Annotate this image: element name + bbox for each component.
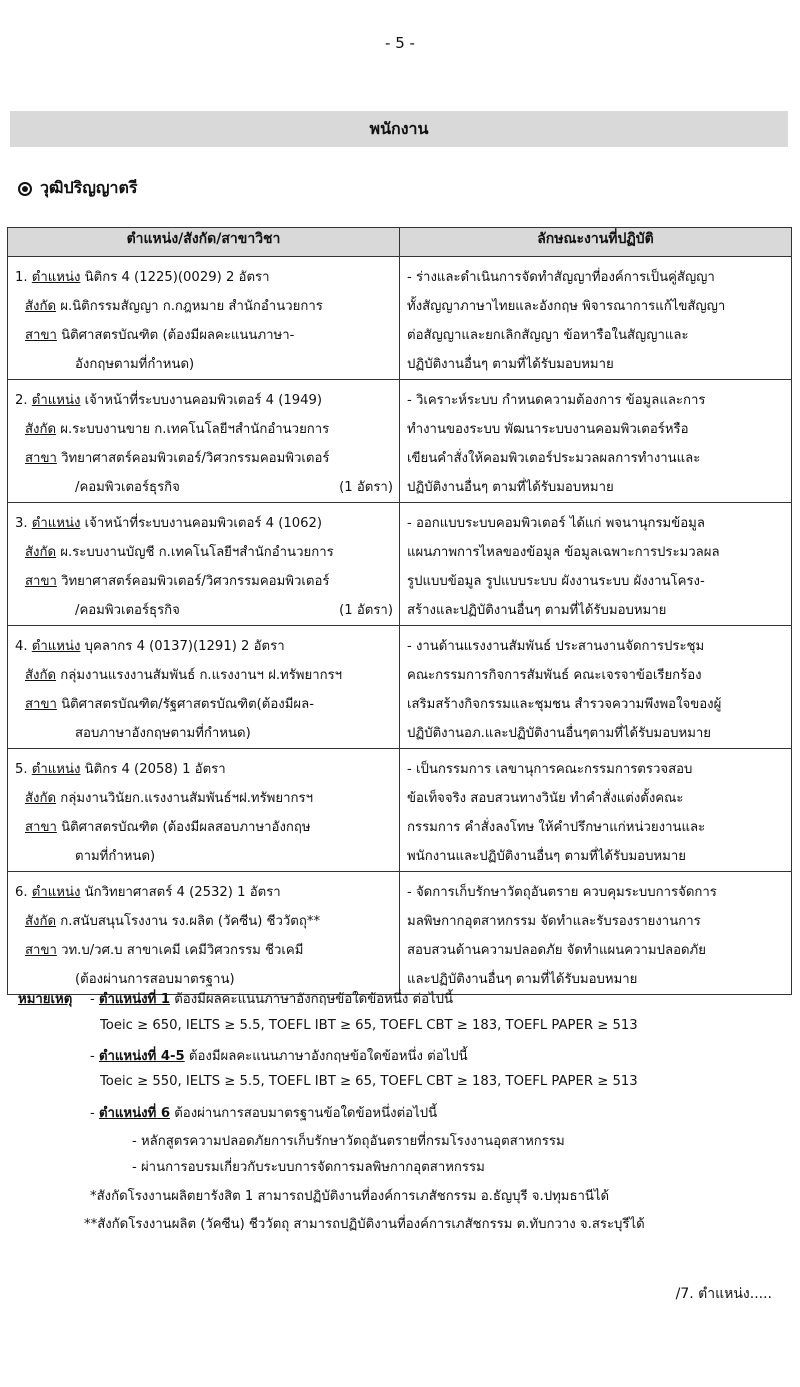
- position-title: เจ้าหน้าที่ระบบงานคอมพิวเตอร์ 4 (1062): [84, 516, 323, 531]
- section-banner: พนักงาน: [10, 111, 788, 147]
- affiliation-line: [15, 415, 393, 444]
- field-label: สาขา: [25, 328, 57, 343]
- affiliation-label: สังกัด: [25, 914, 57, 929]
- field: นิติศาสตรบัณฑิต/รัฐศาสตรบัณฑิต(ต้องมีผล-: [61, 697, 314, 712]
- duties-cell: [400, 626, 792, 749]
- table-row: [8, 872, 792, 995]
- header-position: ตำแหน่ง/สังกัด/สาขาวิชา: [8, 228, 400, 257]
- duty-line: ทั้งสัญญาภาษาไทยและอังกฤษ พิจารณาการแก้ไขสัญญา: [407, 299, 726, 314]
- row-number: 2.: [15, 393, 28, 408]
- affiliation-label: สังกัด: [25, 299, 57, 314]
- note-3-item-1: - หลักสูตรความปลอดภัยการเก็บรักษาวัตถุอันตรายที่กรมโรงงานอุตสาหกรรม: [132, 1134, 565, 1149]
- note-2-scores: Toeic ≥ 550, IELTS ≥ 5.5, TOEFL IBT ≥ 65, TOEFL CBT ≥ 183, TOEFL PAPER ≥ 513: [100, 1074, 638, 1089]
- position-cell: [8, 257, 400, 380]
- position-label: ตำแหน่ง: [31, 639, 81, 654]
- position-label: ตำแหน่ง: [31, 393, 81, 408]
- duty-line: และปฏิบัติงานอื่นๆ ตามที่ได้รับมอบหมาย: [407, 972, 638, 987]
- row-number: 4.: [15, 639, 28, 654]
- field: นิติศาสตรบัณฑิต (ต้องมีผลสอบภาษาอังกฤษ: [61, 820, 311, 835]
- position-cell: [8, 872, 400, 995]
- row-number: 5.: [15, 762, 28, 777]
- field-extra: (ต้องผ่านการสอบมาตรฐาน): [75, 972, 235, 987]
- note-2-head: ตำแหน่งที่ 4-5: [98, 1049, 185, 1064]
- duty-line: ทำงานของระบบ พัฒนาระบบงานคอมพิวเตอร์หรือ: [407, 422, 689, 437]
- extra-line: [15, 473, 393, 502]
- table-row: [8, 257, 792, 380]
- note-1-text: ต้องมีผลคะแนนภาษาอังกฤษข้อใดข้อหนึ่ง ต่อไปนี้: [174, 992, 454, 1007]
- note-1: - ตำแหน่งที่ 1 ต้องมีผลคะแนนภาษาอังกฤษข้อใดข้อหนึ่ง ต่อไปนี้: [90, 992, 454, 1007]
- affiliation: ผ.นิติกรรมสัญญา ก.กฎหมาย สำนักอำนวยการ: [60, 299, 323, 314]
- duty-line: ข้อเท็จจริง สอบสวนทางวินัย ทำคำสั่งแต่งตั้งคณะ: [407, 791, 684, 806]
- note-star-1: *สังกัดโรงงานผลิตยารังสิต 1 สามารถปฏิบัติงานที่องค์การเภสัชกรรม อ.ธัญบุรี จ.ปทุมธานีได้: [90, 1189, 610, 1204]
- table-row: [8, 380, 792, 503]
- affiliation-label: สังกัด: [25, 545, 57, 560]
- duty-line: ปฏิบัติงานอื่นๆ ตามที่ได้รับมอบหมาย: [407, 357, 614, 372]
- position-cell: [8, 503, 400, 626]
- field-label: สาขา: [25, 820, 57, 835]
- field-label: สาขา: [25, 451, 57, 466]
- duty-line: สร้างและปฏิบัติงานอื่นๆ ตามที่ได้รับมอบหมาย: [407, 603, 667, 618]
- duty-line: ต่อสัญญาและยกเลิกสัญญา ข้อหารือในสัญญาและ: [407, 328, 689, 343]
- table-row: [8, 503, 792, 626]
- field: วท.บ/วศ.บ สาขาเคมี เคมีวิศวกรรม ชีวเคมี: [61, 943, 304, 958]
- row-number: 6.: [15, 885, 28, 900]
- degree-label: วุฒิปริญญาตรี: [40, 178, 138, 197]
- affiliation-label: สังกัด: [25, 422, 57, 437]
- duty-line: - ออกแบบระบบคอมพิวเตอร์ ได้แก่ พจนานุกรมข้อมูล: [407, 516, 705, 531]
- field-line: [15, 813, 393, 842]
- field-line: [15, 567, 393, 596]
- note-2: - ตำแหน่งที่ 4-5 ต้องมีผลคะแนนภาษาอังกฤษข้อใดข้อหนึ่ง ต่อไปนี้: [90, 1049, 468, 1064]
- position-line: [15, 632, 393, 661]
- notes-label: หมายเหตุ: [18, 992, 73, 1007]
- affiliation-line: [15, 907, 393, 936]
- position-title: นิติกร 4 (1225)(0029) 2 อัตรา: [84, 270, 270, 285]
- field-extra: /คอมพิวเตอร์ธุรกิจ: [75, 603, 180, 618]
- header-duties: ลักษณะงานที่ปฏิบัติ: [400, 228, 792, 257]
- duty-line: - จัดการเก็บรักษาวัตถุอันตราย ควบคุมระบบการจัดการ: [407, 885, 717, 900]
- quota: (1 อัตรา): [339, 480, 393, 495]
- affiliation-line: [15, 661, 393, 690]
- duty-line: ปฏิบัติงานอภ.และปฏิบัติงานอื่นๆตามที่ได้รับมอบหมาย: [407, 726, 712, 741]
- position-title: บุคลากร 4 (0137)(1291) 2 อัตรา: [84, 639, 285, 654]
- affiliation: ก.สนับสนุนโรงงาน รง.ผลิต (วัคซีน) ชีววัตถุ**: [60, 914, 321, 929]
- field-line: [15, 321, 393, 350]
- duties-cell: [400, 749, 792, 872]
- duty-line: - ร่างและดำเนินการจัดทำสัญญาที่องค์การเป็นคู่สัญญา: [407, 270, 715, 285]
- field-line: [15, 444, 393, 473]
- duties-cell: [400, 257, 792, 380]
- duty-line: เขียนคำสั่งให้คอมพิวเตอร์ประมวลผลการทำงานและ: [407, 451, 701, 466]
- affiliation-label: สังกัด: [25, 668, 57, 683]
- duties-cell: [400, 503, 792, 626]
- note-star-2: **สังกัดโรงงานผลิต (วัคซีน) ชีววัตถุ สามารถปฏิบัติงานที่องค์การเภสัชกรรม ต.ทับกวาง จ.สระบุรีได้: [84, 1217, 645, 1232]
- position-line: [15, 878, 393, 907]
- quota: (1 อัตรา): [339, 603, 393, 618]
- position-label: ตำแหน่ง: [31, 516, 81, 531]
- table-row: [8, 626, 792, 749]
- position-line: [15, 386, 393, 415]
- affiliation-label: สังกัด: [25, 791, 57, 806]
- duty-line: - งานด้านแรงงานสัมพันธ์ ประสานงานจัดการประชุม: [407, 639, 705, 654]
- table-header-row: [8, 228, 792, 257]
- row-number: 3.: [15, 516, 28, 531]
- duty-line: แผนภาพการไหลของข้อมูล ข้อมูลเฉพาะการประมวลผล: [407, 545, 720, 560]
- duty-line: - เป็นกรรมการ เลขานุการคณะกรรมการตรวจสอบ: [407, 762, 693, 777]
- duties-cell: [400, 872, 792, 995]
- duty-line: มลพิษกากอุตสาหกรรม จัดทำและรับรองรายงานการ: [407, 914, 701, 929]
- position-label: ตำแหน่ง: [31, 762, 81, 777]
- field: วิทยาศาสตร์คอมพิวเตอร์/วิศวกรรมคอมพิวเตอร์: [61, 574, 330, 589]
- duties-cell: [400, 380, 792, 503]
- field-label: สาขา: [25, 943, 57, 958]
- note-1-head: ตำแหน่งที่ 1: [98, 992, 171, 1007]
- page-number: - 5 -: [385, 34, 415, 52]
- note-3-item-2: - ผ่านการอบรมเกี่ยวกับระบบการจัดการมลพิษกากอุตสาหกรรม: [132, 1160, 485, 1175]
- note-2-text: ต้องมีผลคะแนนภาษาอังกฤษข้อใดข้อหนึ่ง ต่อไปนี้: [188, 1049, 468, 1064]
- field-line: [15, 690, 393, 719]
- duty-line: พนักงานและปฏิบัติงานอื่นๆ ตามที่ได้รับมอบหมาย: [407, 849, 686, 864]
- field-extra: สอบภาษาอังกฤษตามที่กำหนด): [75, 726, 251, 741]
- field-extra: อังกฤษตามที่กำหนด): [75, 357, 195, 372]
- field-label: สาขา: [25, 574, 57, 589]
- field-extra: ตามที่กำหนด): [75, 849, 156, 864]
- position-title: นิติกร 4 (2058) 1 อัตรา: [84, 762, 226, 777]
- affiliation: ผ.ระบบงานขาย ก.เทคโนโลยีฯสำนักอำนวยการ: [60, 422, 330, 437]
- extra-line: [15, 596, 393, 625]
- position-cell: [8, 749, 400, 872]
- position-line: [15, 263, 393, 292]
- duty-line: ปฏิบัติงานอื่นๆ ตามที่ได้รับมอบหมาย: [407, 480, 614, 495]
- affiliation: ผ.ระบบงานบัญชี ก.เทคโนโลยีฯสำนักอำนวยการ: [60, 545, 334, 560]
- duty-line: คณะกรรมการกิจการสัมพันธ์ คณะเจรจาข้อเรียกร้อง: [407, 668, 702, 683]
- field: วิทยาศาสตร์คอมพิวเตอร์/วิศวกรรมคอมพิวเตอร์: [61, 451, 330, 466]
- note-3-head: ตำแหน่งที่ 6: [98, 1106, 171, 1121]
- position-label: ตำแหน่ง: [31, 270, 81, 285]
- positions-table: [7, 227, 792, 995]
- duty-line: - วิเคราะห์ระบบ กำหนดความต้องการ ข้อมูลและการ: [407, 393, 706, 408]
- note-1-scores: Toeic ≥ 650, IELTS ≥ 5.5, TOEFL IBT ≥ 65, TOEFL CBT ≥ 183, TOEFL PAPER ≥ 513: [100, 1018, 638, 1033]
- affiliation-line: [15, 292, 393, 321]
- position-line: [15, 509, 393, 538]
- affiliation-line: [15, 538, 393, 567]
- position-cell: [8, 626, 400, 749]
- position-label: ตำแหน่ง: [31, 885, 81, 900]
- radio-selected-icon: [18, 182, 32, 196]
- degree-heading: [18, 176, 137, 201]
- position-title: เจ้าหน้าที่ระบบงานคอมพิวเตอร์ 4 (1949): [84, 393, 323, 408]
- position-line: [15, 755, 393, 784]
- footer-continuation: /7. ตำแหน่ง.....: [675, 1286, 772, 1302]
- affiliation: กลุ่มงานวินัยก.แรงงานสัมพันธ์ฯฝ.ทรัพยากรฯ: [60, 791, 313, 806]
- duty-line: กรรมการ คำสั่งลงโทษ ให้คำปรึกษาแก่หน่วยงานและ: [407, 820, 706, 835]
- position-title: นักวิทยาศาสตร์ 4 (2532) 1 อัตรา: [84, 885, 281, 900]
- note-3-text: ต้องผ่านการสอบมาตรฐานข้อใดข้อหนึ่งต่อไปนี้: [174, 1106, 438, 1121]
- duty-line: เสริมสร้างกิจกรรมและชุมชน สำรวจความพึงพอใจของผู้: [407, 697, 722, 712]
- note-3: - ตำแหน่งที่ 6 ต้องผ่านการสอบมาตรฐานข้อใดข้อหนึ่งต่อไปนี้: [90, 1106, 438, 1121]
- field: นิติศาสตรบัณฑิต (ต้องมีผลคะแนนภาษา-: [61, 328, 295, 343]
- affiliation: กลุ่มงานแรงงานสัมพันธ์ ก.แรงงานฯ ฝ.ทรัพยากรฯ: [60, 668, 343, 683]
- duty-line: รูปแบบข้อมูล รูปแบบระบบ ผังงานระบบ ผังงานโครง-: [407, 574, 705, 589]
- duty-line: สอบสวนด้านความปลอดภัย จัดทำแผนความปลอดภัย: [407, 943, 706, 958]
- row-number: 1.: [15, 270, 28, 285]
- affiliation-line: [15, 784, 393, 813]
- table-row: [8, 749, 792, 872]
- position-cell: [8, 380, 400, 503]
- field-line: [15, 936, 393, 965]
- field-label: สาขา: [25, 697, 57, 712]
- field-extra: /คอมพิวเตอร์ธุรกิจ: [75, 480, 180, 495]
